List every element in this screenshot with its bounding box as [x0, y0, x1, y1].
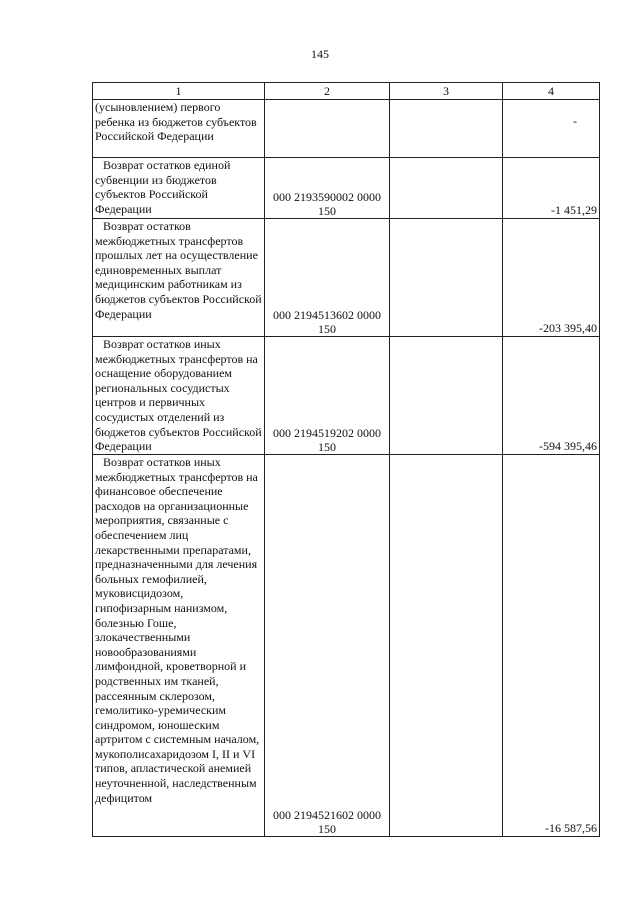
- row-col3: [390, 158, 503, 219]
- column-header-3: 3: [390, 83, 503, 100]
- row-name: Возврат остатков иных межбюджетных трансфертов на финансовое обеспечение расходов на организационные мероприятия, связанные с обеспечением лиц лекарственными препаратами, предназначенными для лечения больных гемофилией, муковисцидозом, гипофизарным нанизмом, болезнью Гоше, злокачественными новообразованиями лимфоидной, кроветворной и родственных им тканей, рассеянным склерозом, гемолитико-уремическим синдромом, юношеским артритом с системным началом, мукополисахаридозом I, II и VI типов, апластической анемией неуточненной, наследственным дефицитом: [93, 455, 265, 837]
- row-name: Возврат остатков иных межбюджетных трансфертов на оснащение оборудованием региональных сосудистых центров и первичных сосудистых отделений из бюджетов субъектов Российской Федерации: [93, 337, 265, 455]
- row-name: Возврат остатков единой субвенции из бюджетов субъектов Российской Федерации: [93, 158, 265, 219]
- table-row: [93, 158, 600, 219]
- row-code: 000 2194513602 0000 150: [265, 219, 390, 337]
- row-col3: [390, 100, 503, 158]
- row-amount: -1 451,29: [503, 158, 600, 219]
- row-code: 000 2194519202 0000 150: [265, 337, 390, 455]
- table-row: [93, 455, 600, 837]
- row-col3: [390, 219, 503, 337]
- row-code: 000 2194521602 0000 150: [265, 455, 390, 837]
- row-code: 000 2193590002 0000 150: [265, 158, 390, 219]
- row-amount-cell: [503, 100, 600, 158]
- row-col3: [390, 455, 503, 837]
- row-code: [265, 100, 390, 158]
- row-amount: -: [573, 114, 577, 128]
- row-amount: -203 395,40: [503, 219, 600, 337]
- row-name: (усыновлением) первого ребенка из бюджетов субъектов Российской Федерации: [93, 100, 265, 158]
- table-row: [93, 100, 600, 158]
- row-amount: -594 395,46: [503, 337, 600, 455]
- budget-table: [92, 82, 600, 837]
- table-row: [93, 337, 600, 455]
- header-row: [93, 83, 600, 100]
- row-col3: [390, 337, 503, 455]
- column-header-4: 4: [503, 83, 600, 100]
- row-amount: -16 587,56: [503, 455, 600, 837]
- row-name: Возврат остатков межбюджетных трансфертов прошлых лет на осуществление единовременных выплат медицинским работникам из бюджетов субъектов Российской Федерации: [93, 219, 265, 337]
- column-header-1: 1: [93, 83, 265, 100]
- table-row: [93, 219, 600, 337]
- page-number: 145: [311, 47, 329, 61]
- column-header-2: 2: [265, 83, 390, 100]
